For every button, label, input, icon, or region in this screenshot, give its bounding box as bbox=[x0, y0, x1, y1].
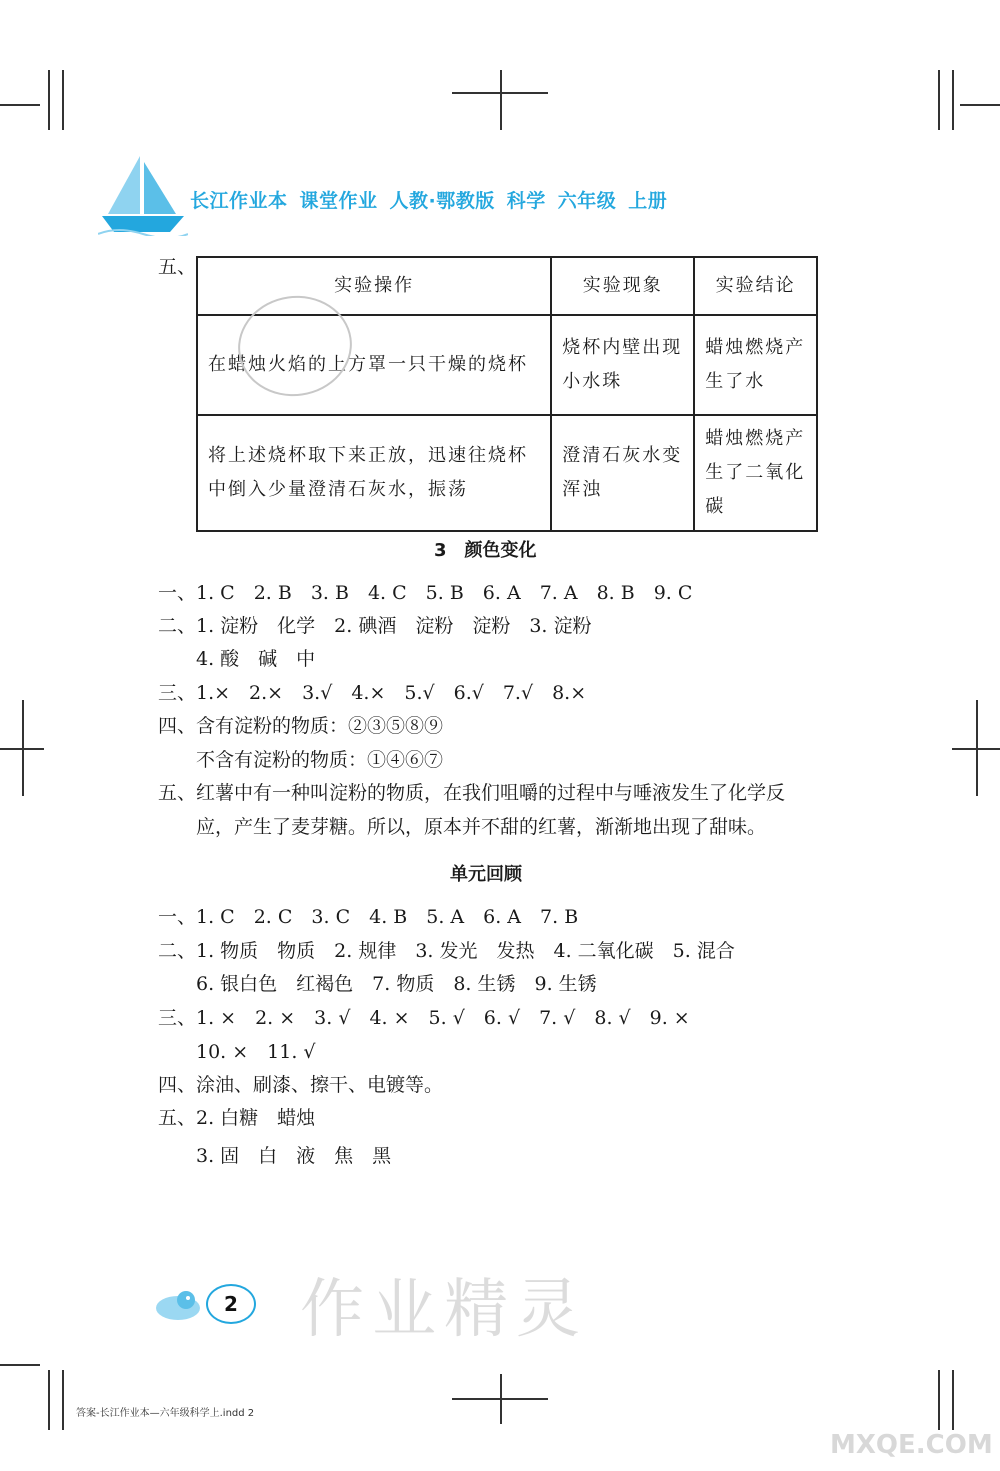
book-title bbox=[190, 186, 679, 213]
table-header: 实验结论 bbox=[694, 257, 817, 315]
table-cell: 澄清石灰水变浑浊 bbox=[551, 415, 694, 531]
crop-mark bbox=[500, 70, 502, 130]
answer-line: 二、1. 物质 物质 2. 规律 3. 发光 发热 4. 二氧化碳 5. 混合 bbox=[158, 940, 735, 962]
table-header: 实验操作 bbox=[197, 257, 551, 315]
crop-mark bbox=[62, 1370, 64, 1430]
answer-line: 一、1. C 2. C 3. C 4. B 5. A 6. A 7. B bbox=[158, 906, 579, 928]
crop-mark bbox=[48, 1370, 50, 1430]
watermark: 作业精灵 bbox=[300, 1273, 588, 1347]
title-part: 长江作业本 bbox=[190, 190, 288, 212]
table-cell: 蜡烛燃烧产生了水 bbox=[694, 315, 817, 415]
answer-line: 四、含有淀粉的物质：②③⑤⑧⑨ bbox=[158, 715, 444, 737]
lesson-title: 3 颜色变化 bbox=[434, 540, 537, 561]
table-cell: 蜡烛燃烧产生了二氧化碳 bbox=[694, 415, 817, 531]
table-row bbox=[197, 415, 817, 531]
sailboat-icon bbox=[98, 152, 188, 236]
crop-mark bbox=[960, 104, 1000, 106]
table-header: 实验现象 bbox=[551, 257, 694, 315]
crop-mark bbox=[500, 1374, 502, 1424]
answer-line: 二、1. 淀粉 化学 2. 碘酒 淀粉 淀粉 3. 淀粉 bbox=[158, 615, 592, 637]
crop-mark bbox=[0, 104, 40, 106]
answer-line: 一、1. C 2. B 3. B 4. C 5. B 6. A 7. A 8. B 9. C bbox=[158, 582, 693, 604]
crop-mark bbox=[62, 70, 64, 130]
title-part: 上册 bbox=[628, 190, 668, 212]
crop-mark bbox=[938, 1370, 940, 1430]
answer-line: 3. 固 白 液 焦 黑 bbox=[196, 1145, 392, 1167]
table-cell: 将上述烧杯取下来正放，迅速往烧杯中倒入少量澄清石灰水，振荡 bbox=[197, 415, 551, 531]
answer-line: 五、红薯中有一种叫淀粉的物质，在我们咀嚼的过程中与唾液发生了化学反 bbox=[158, 782, 786, 804]
crop-mark bbox=[48, 70, 50, 130]
table-cell: 在蜡烛火焰的上方罩一只干燥的烧杯 bbox=[197, 315, 551, 415]
crop-mark bbox=[976, 700, 978, 796]
answer-line: 6. 银白色 红褐色 7. 物质 8. 生锈 9. 生锈 bbox=[196, 973, 597, 995]
answer-line: 应，产生了麦芽糖。所以，原本并不甜的红薯，渐渐地出现了甜味。 bbox=[196, 816, 767, 838]
answer-line: 10. × 11. √ bbox=[196, 1041, 316, 1063]
crop-mark bbox=[0, 1364, 40, 1366]
table-cell: 烧杯内壁出现小水珠 bbox=[551, 315, 694, 415]
section-label: 五、 bbox=[158, 256, 197, 278]
site-logo: MXQE.COM bbox=[830, 1430, 993, 1460]
answer-line: 4. 酸 碱 中 bbox=[196, 648, 316, 670]
title-part: 六年级 bbox=[557, 190, 617, 212]
crop-mark bbox=[22, 700, 24, 796]
title-part: 科学 bbox=[506, 190, 546, 212]
file-footer: 答案-长江作业本—六年级科学上.indd 2 bbox=[76, 1408, 255, 1419]
review-title: 单元回顾 bbox=[450, 864, 522, 885]
crop-mark bbox=[952, 70, 954, 130]
cartoon-mascot-icon bbox=[150, 1284, 206, 1324]
answer-line: 不含有淀粉的物质：①④⑥⑦ bbox=[196, 749, 444, 771]
title-part: 人教·鄂教版 bbox=[389, 190, 495, 212]
title-part: 课堂作业 bbox=[299, 190, 378, 212]
crop-mark bbox=[938, 70, 940, 130]
answer-line: 三、1. × 2. × 3. √ 4. × 5. √ 6. √ 7. √ 8. √ 9. × bbox=[158, 1007, 690, 1029]
crop-mark bbox=[952, 1370, 954, 1430]
page-number: 2 bbox=[206, 1284, 256, 1324]
answer-line: 三、1.× 2.× 3.√ 4.× 5.√ 6.√ 7.√ 8.× bbox=[158, 682, 587, 704]
answer-line: 五、2. 白糖 蜡烛 bbox=[158, 1107, 316, 1129]
answer-line: 四、涂油、刷漆、擦干、电镀等。 bbox=[158, 1074, 444, 1096]
